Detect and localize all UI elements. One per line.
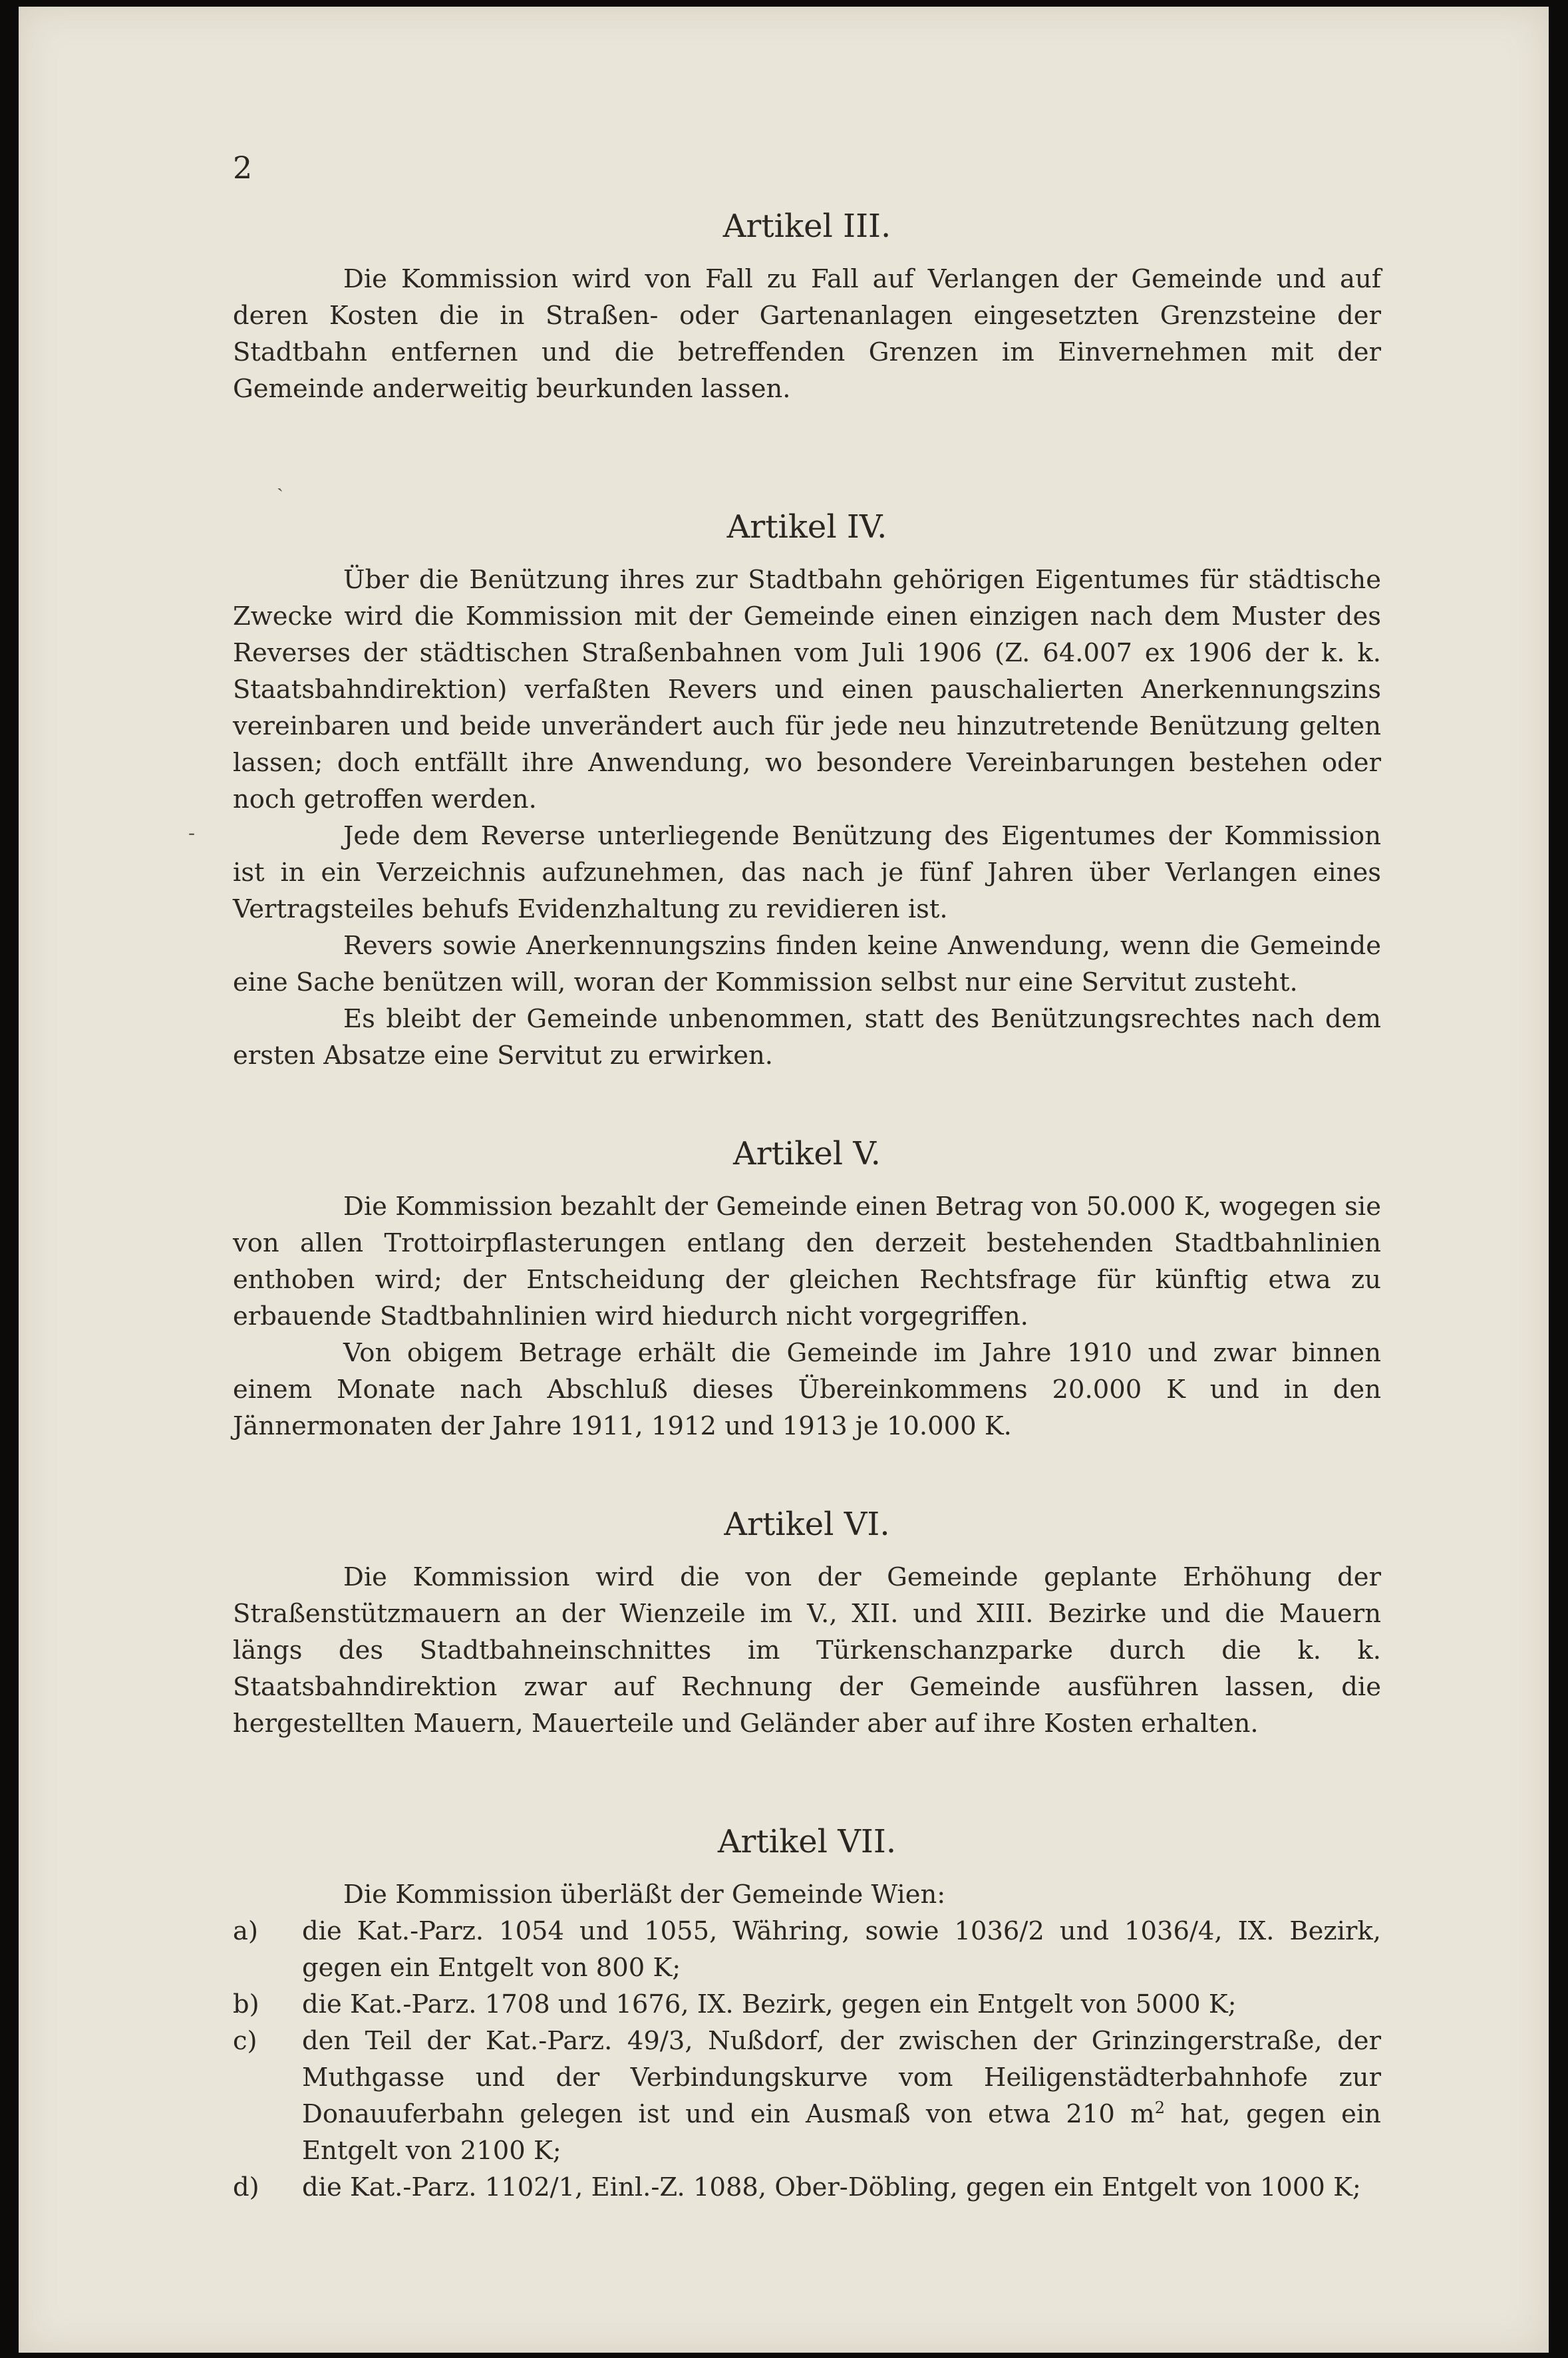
- article-title: Artikel IV.: [726, 508, 887, 546]
- article-5: [233, 1134, 1381, 1444]
- list-item-text: die Kat.-Parz. 1708 und 1676, IX. Bezirk, gegen ein Entgelt von 5000 K;: [302, 1989, 1237, 2019]
- list-item-label: d): [233, 2172, 259, 2202]
- article-paragraph: Revers sowie Anerkennungszins finden keine Anwendung, wenn die Gemeinde eine Sache benützen will, woran der Kommission selbst nur eine Servitut zusteht.: [233, 931, 1381, 997]
- article-paragraph: Die Kommission bezahlt der Gemeinde einen Betrag von 50.000 K, wogegen sie von allen Trottoirpflasterungen entlang den derzeit bestehenden Stadtbahnlinien enthoben wird; der Entscheidung der gleichen Rechtsfrage für künftig etwa zu erbauende Stadtbahnlinien wird hiedurch nicht vorgegriffen.: [233, 1192, 1381, 1331]
- list-item-text: den Teil der Kat.-Parz. 49/3, Nußdorf, der zwischen der Grinzingerstraße, der Muthgasse und der Verbindungskurve vom Heiligenstädterbahnhofe zur Donauuferbahn gelegen ist und ein Ausmaß von etwa 210 m: [302, 2026, 1381, 2129]
- list-item-text: die Kat.-Parz. 1054 und 1055, Währing, sowie 1036/2 und 1036/4, IX. Bezirk, gegen ein Entgelt von 800 K;: [302, 1916, 1381, 1983]
- list-item: [233, 2023, 1381, 2169]
- article-title: Artikel V.: [733, 1135, 881, 1172]
- article-intro: Die Kommission überläßt der Gemeinde Wien:: [343, 1880, 946, 1910]
- article-paragraph: Es bleibt der Gemeinde unbenommen, statt des Benützungsrechtes nach dem ersten Absatze eine Servitut zu erwirken.: [233, 1004, 1381, 1071]
- article-paragraph: Die Kommission wird die von der Gemeinde geplante Erhöhung der Straßenstützmauern an der Wienzeile im V., XII. und XIII. Bezirke und die Mauern längs des Stadtbahneinschnittes im Türkenschanzparke durch die k. k. Staatsbahndirektion zwar auf Rechnung der Gemeinde ausführen lassen, die hergestellten Mauern, Mauerteile und Geländer aber auf ihre Kosten erhalten.: [233, 1562, 1381, 1739]
- article-4: [233, 507, 1381, 1074]
- list-item: [233, 1913, 1381, 1986]
- list-item: [233, 1986, 1381, 2023]
- list-item-text: hat, gegen ein Entgelt von 2100 K;: [302, 2099, 1381, 2166]
- margin-mark: ˏ: [277, 469, 283, 492]
- margin-mark: -: [188, 822, 196, 845]
- article-paragraph: Über die Benützung ihres zur Stadtbahn gehörigen Eigentumes für städtische Zwecke wird die Kommission mit der Gemeinde einen einzigen nach dem Muster des Reverses der städtischen Straßenbahnen vom Juli 1906 (Z. 64.007 ex 1906 der k. k. Staatsbahndirektion) verfaßten Revers und einen pauschalierten Anerkennungszins vereinbaren und beide unverändert auch für jede neu hinzutretende Benützung gelten lassen; doch entfällt ihre Anwendung, wo besondere Vereinbarungen bestehen oder noch getroffen werden.: [233, 565, 1381, 814]
- article-title: Artikel VII.: [717, 1823, 897, 1860]
- list-item: [233, 2169, 1381, 2206]
- list-item-text: die Kat.-Parz. 1102/1, Einl.-Z. 1088, Ober-Döbling, gegen ein Entgelt von 1000 K;: [302, 2172, 1361, 2202]
- list-item-label: b): [233, 1989, 259, 2019]
- article-6: [233, 1504, 1381, 1742]
- article-paragraph: Die Kommission wird von Fall zu Fall auf Verlangen der Gemeinde und auf deren Kosten die in Straßen- oder Gartenanlagen eingesetzten Grenzsteine der Stadtbahn entfernen und die betreffenden Grenzen im Einvernehmen mit der Gemeinde anderweitig beurkunden lassen.: [233, 264, 1381, 404]
- page-number: 2: [233, 150, 253, 186]
- list-item-label: c): [233, 2026, 257, 2056]
- document-body: [233, 206, 1381, 2206]
- article-paragraph: Jede dem Reverse unterliegende Benützung des Eigentumes der Kommission ist in ein Verzeichnis aufzunehmen, das nach je fünf Jahren über Verlangen eines Vertragsteiles behufs Evidenzhaltung zu revidieren ist.: [233, 821, 1381, 924]
- document-page: [19, 7, 1549, 2353]
- article-7: [233, 1822, 1381, 2206]
- article-paragraph: Von obigem Betrage erhält die Gemeinde im Jahre 1910 und zwar binnen einem Monate nach Abschluß dieses Übereinkommens 20.000 K und in den Jännermonaten der Jahre 1911, 1912 und 1913 je 10.000 K.: [233, 1338, 1381, 1441]
- superscript: 2: [1154, 2099, 1166, 2118]
- article-3: [233, 206, 1381, 407]
- list-item-label: a): [233, 1916, 258, 1946]
- article-title: Artikel VI.: [724, 1506, 890, 1543]
- article-title: Artikel III.: [722, 208, 891, 245]
